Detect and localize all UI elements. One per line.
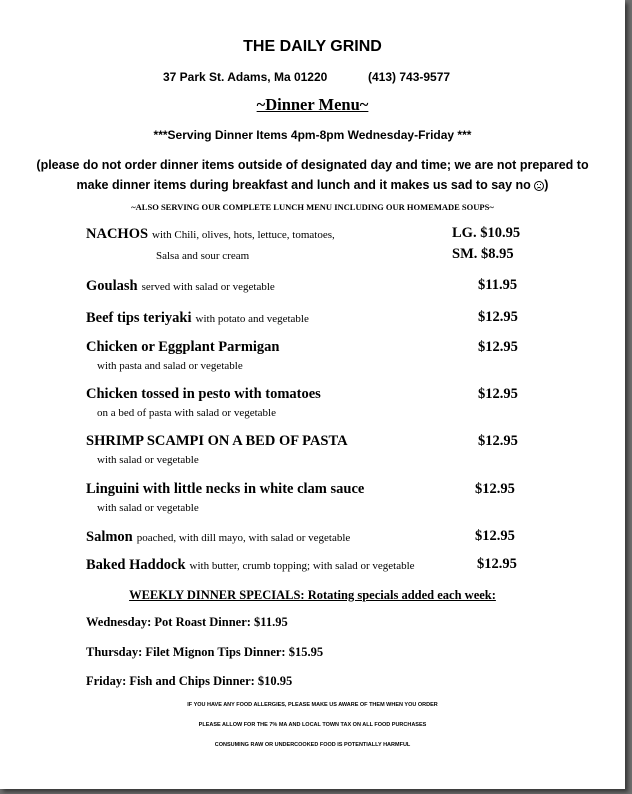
serving-hours: ***Serving Dinner Items 4pm-8pm Wednesday-Friday *** [153, 128, 472, 142]
notice-close-paren: ) [544, 178, 549, 192]
item-price: $12.95 [478, 433, 518, 449]
phone-number: (413) 743-9577 [368, 70, 451, 84]
item-price: $12.95 [475, 481, 515, 497]
ordering-notice [0, 155, 625, 195]
menu-item-salmon [86, 528, 350, 546]
item-description: with Chili, olives, hots, lettuce, tomatoes, [152, 229, 335, 241]
item-description: with pasta and salad or vegetable [97, 360, 243, 372]
item-name: Salmon [86, 529, 133, 545]
item-name: Beef tips teriyaki [86, 310, 192, 326]
menu-item-chicken-eggplant-parmigan: Chicken or Eggplant Parmigan [86, 339, 280, 355]
menu-item-baked-haddock [86, 556, 415, 574]
item-name: Baked Haddock [86, 557, 186, 573]
item-price: $12.95 [477, 556, 517, 572]
item-description: with butter, crumb topping; with salad or vegetable [189, 560, 415, 572]
item-price: $12.95 [478, 386, 518, 402]
menu-item-goulash [86, 277, 275, 295]
item-description: with salad or vegetable [97, 454, 199, 466]
address: 37 Park St. Adams, Ma 01220 [163, 70, 328, 84]
item-description: on a bed of pasta with salad or vegetable [97, 407, 276, 419]
special-friday: Friday: Fish and Chips Dinner: $10.95 [86, 674, 293, 688]
menu-item-nachos [86, 225, 335, 243]
raw-food-warning: CONSUMING RAW OR UNDERCOOKED FOOD IS POTENTIALLY HARMFUL [214, 742, 411, 748]
menu-item-shrimp-scampi: SHRIMP SCAMPI ON A BED OF PASTA [86, 433, 348, 449]
notice-line-2: make dinner items during breakfast and lunch and it makes us sad to say no [76, 178, 531, 192]
item-price: $12.95 [478, 339, 518, 355]
restaurant-name: THE DAILY GRIND [243, 38, 382, 55]
special-thursday: Thursday: Filet Mignon Tips Dinner: $15.95 [86, 645, 324, 659]
weekly-specials-heading: WEEKLY DINNER SPECIALS: Rotating specials added each week: [129, 588, 496, 602]
special-wednesday: Wednesday: Pot Roast Dinner: $11.95 [86, 615, 288, 629]
item-price: $12.95 [475, 528, 515, 544]
menu-item-linguini-clam-sauce: Linguini with little necks in white clam sauce [86, 481, 365, 497]
item-price-small: SM. $8.95 [452, 246, 514, 262]
menu-item-beef-tips-teriyaki [86, 309, 309, 327]
item-description: poached, with dill mayo, with salad or vegetable [136, 532, 351, 544]
menu-item-chicken-pesto: Chicken tossed in pesto with tomatoes [86, 386, 321, 402]
notice-line-1: (please do not order dinner items outside of designated day and time; we are not prepared to [36, 158, 589, 172]
item-name: Goulash [86, 278, 138, 294]
item-name: NACHOS [86, 226, 149, 242]
tax-notice: PLEASE ALLOW FOR THE 7% MA AND LOCAL TOWN TAX ON ALL FOOD PURCHASES [198, 722, 427, 728]
menu-subtitle: ~Dinner Menu~ [256, 95, 369, 114]
item-description-continued: Salsa and sour cream [156, 250, 250, 262]
frown-face-icon [534, 181, 544, 191]
item-description: with salad or vegetable [97, 502, 199, 514]
item-price-large: LG. $10.95 [452, 225, 521, 241]
allergy-notice: IF YOU HAVE ANY FOOD ALLERGIES, PLEASE MAKE US AWARE OF THEM WHEN YOU ORDER [187, 702, 438, 708]
item-description: with potato and vegetable [195, 313, 309, 325]
lunch-menu-note: ~ALSO SERVING OUR COMPLETE LUNCH MENU INCLUDING OUR HOMEMADE SOUPS~ [131, 202, 494, 212]
item-price: $11.95 [478, 277, 518, 293]
item-price: $12.95 [478, 309, 518, 325]
item-description: served with salad or vegetable [141, 281, 275, 293]
